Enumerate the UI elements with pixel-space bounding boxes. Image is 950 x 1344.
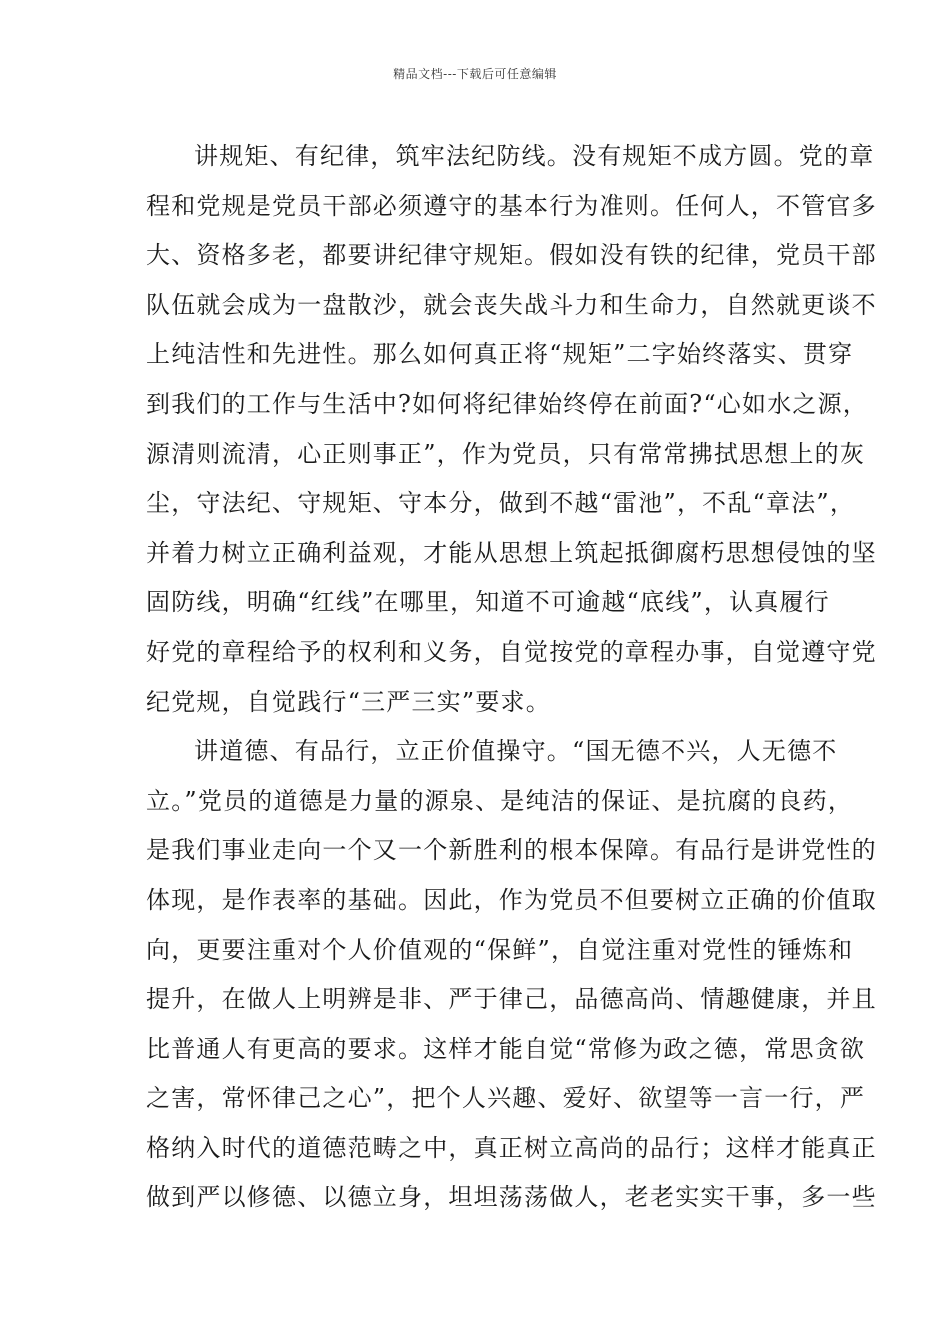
paragraph-line: 做到严以修德、以德立身，坦坦荡荡做人，老老实实干事，多一些 — [146, 1183, 877, 1212]
paragraph-line: 上纯洁性和先进性。那么如何真正将“规矩”二字始终落实、贯穿 — [146, 340, 854, 369]
paragraph-line: 好党的章程给予的权利和义务，自觉按党的章程办事，自觉遵守党 — [146, 637, 877, 666]
paragraph-line: 之害，常怀律己之心”，把个人兴趣、爱好、欲望等一言一行，严 — [146, 1084, 866, 1113]
paragraph-line: 并着力树立正确利益观，才能从思想上筑起抵御腐朽思想侵蚀的坚 — [146, 538, 877, 567]
paragraph-line: 讲道德、有品行，立正价值操守。“国无德不兴，人无德不 — [194, 737, 838, 766]
paragraph-line: 队伍就会成为一盘散沙，就会丧失战斗力和生命力，自然就更谈不 — [146, 290, 877, 319]
page-header: 精品文档---下载后可任意编辑 — [393, 67, 557, 81]
paragraph-line: 尘，守法纪、守规矩、守本分，做到不越“雷池”，不乱“章法”， — [146, 489, 856, 518]
document-body — [146, 132, 877, 1223]
paragraph-line: 格纳入时代的道德范畴之中，真正树立高尚的品行；这样才能真正 — [146, 1133, 877, 1162]
paragraph-rules-discipline — [146, 132, 877, 727]
paragraph-line: 是我们事业走向一个又一个新胜利的根本保障。有品行是讲党性的 — [146, 836, 877, 865]
paragraph-line: 讲规矩、有纪律，筑牢法纪防线。没有规矩不成方圆。党的章 — [194, 142, 875, 170]
paragraph-line: 到我们的工作与生活中?如何将纪律始终停在前面?“心如水之源， — [146, 389, 869, 418]
paragraph-line: 源清则流清，心正则事正”，作为党员，只有常常拂拭思想上的灰 — [146, 439, 866, 468]
paragraph-line: 比普通人有更高的要求。这样才能自觉“常修为政之德，常思贪欲 — [146, 1034, 866, 1063]
paragraph-line: 体现，是作表率的基础。因此，作为党员不但要树立正确的价值取 — [146, 885, 877, 914]
paragraph-line: 程和党规是党员干部必须遵守的基本行为准则。任何人，不管官多 — [146, 191, 877, 220]
paragraph-line: 立。”党员的道德是力量的源泉、是纯洁的保证、是抗腐的良药， — [146, 786, 854, 815]
paragraph-morality-conduct — [146, 727, 877, 1223]
paragraph-line: 提升，在做人上明辨是非、严于律己，品德高尚、情趣健康，并且 — [146, 985, 877, 1014]
paragraph-line: 向，更要注重对个人价值观的“保鲜”，自觉注重对党性的锤炼和 — [146, 935, 854, 964]
paragraph-line: 大、资格多老，都要讲纪律守规矩。假如没有铁的纪律，党员干部 — [146, 241, 877, 270]
paragraph-line: 固防线，明确“红线”在哪里，知道不可逾越“底线”，认真履行 — [146, 588, 830, 617]
paragraph-line: 纪党规，自觉践行“三严三实”要求。 — [146, 687, 551, 716]
